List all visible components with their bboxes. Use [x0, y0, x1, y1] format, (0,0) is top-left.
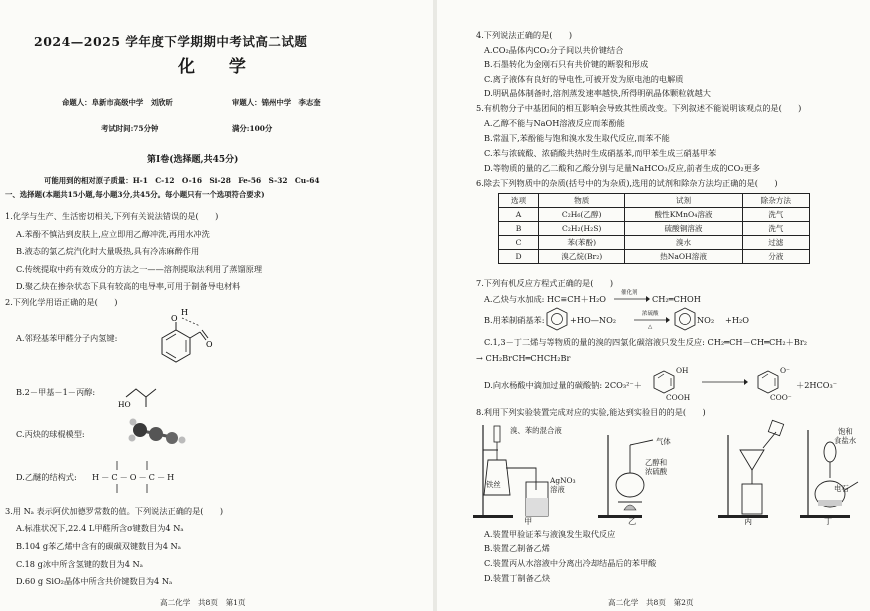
nitrobenzene-ring-icon — [674, 307, 696, 331]
q2-option-b: B.2－甲基－1－丙醇: — [16, 387, 96, 397]
q7b-reagent: +HO—NO₂ — [570, 315, 617, 325]
benzene-ring-icon — [546, 307, 568, 331]
q4-stem: 4.下列说法正确的是( ) — [476, 30, 573, 40]
q1-stem: 1.化学与生产、生活密切相关,下列有关说法错误的是( ) — [5, 211, 219, 221]
table-cell: D — [499, 250, 539, 264]
q8-name-ding: 丁 — [824, 516, 833, 526]
table-cell: 溴乙烷(Br₂) — [538, 250, 624, 264]
left-page — [0, 0, 432, 611]
left-footer: 高二化学 共8页 第1页 — [160, 598, 246, 607]
q7b-product: NO₂ — [697, 315, 715, 325]
q7b-arrow — [634, 317, 670, 323]
q6-stem: 6.除去下列物质中的杂质(括号中的为杂质),选用的试剂和除杂方法均正确的是( ) — [476, 178, 778, 188]
table-cell: 洗气 — [742, 208, 809, 222]
exam-time: 考试时间:75分钟 — [101, 124, 159, 133]
q8-ding-water-label: 饱和 — [838, 427, 853, 436]
q7-option-d: D.向水杨酸中滴加过量的碳酸钠: 2CO₃²⁻＋ — [484, 380, 642, 390]
q8-name-jia: 甲 — [524, 516, 533, 526]
q8-jia-iron-label: 铁丝 — [486, 480, 501, 489]
q5-option-c: C.苯与浓硫酸、浓硝酸共热时生成硝基苯,而甲苯生成三硝基甲苯 — [484, 148, 717, 158]
q8-ding-stone-label: 电石 — [834, 484, 849, 493]
q8-jia-soln-label: 溶液 — [550, 485, 565, 494]
q2-option-c: C.丙炔的球棍模型: — [16, 429, 85, 439]
q4-option-a: A.CO₂晶体内CO₂分子间以共价键结合 — [484, 45, 624, 55]
table-row — [499, 250, 810, 264]
label-o-aldehyde: O — [206, 340, 213, 349]
salicylate-ring — [756, 368, 780, 396]
q7d-oh: OH — [676, 366, 689, 375]
q1-option-d: D.聚乙炔在掺杂状态下具有较高的电导率,可用于制备导电材料 — [16, 281, 241, 291]
q8-option-d: D.装置丁制备乙炔 — [484, 573, 551, 583]
q7d-coominus: COO⁻ — [770, 393, 792, 402]
q2-option-a: A.邻羟基苯甲醛分子内氢键: — [16, 333, 118, 343]
q6-header-reagent: 试剂 — [625, 194, 742, 208]
q7d-right: ＋2HCO₃⁻ — [796, 380, 838, 390]
salicylic-acid-ring — [652, 368, 676, 396]
author-line-1: 命题人：阜新市高级中学 刘欣昕 — [62, 98, 173, 107]
q7a-arrow — [614, 296, 650, 302]
q3-option-c: C.18 g冰中所含氢键的数目为4 Nₐ — [16, 559, 143, 569]
q7-option-c: C.1,3－丁二烯与等物质的量的溴的四氯化碳溶液只发生反应: CH₂═CH－CH═CH₂＋Br₂ — [484, 337, 808, 347]
q5-option-d: D.等物质的量的乙二酸和乙酸分别与足量NaHCO₃反应,前者生成的CO₂更多 — [484, 163, 761, 173]
q2-stem: 2.下列化学用语正确的是( ) — [5, 297, 118, 307]
label-o-hydroxyl: O — [171, 314, 178, 323]
part1-header: 第Ⅰ卷(选择题,共45分) — [147, 155, 239, 165]
table-cell: 溴水 — [625, 236, 742, 250]
q4-option-c: C.离子液体有良好的导电性,可被开发为原电池的电解质 — [484, 74, 684, 84]
q7b-water: +H₂O — [725, 315, 749, 325]
table-cell: 热NaOH溶液 — [625, 250, 742, 264]
page-gutter — [433, 0, 437, 611]
q8-yi-gas-label: 气体 — [656, 437, 671, 446]
q3-option-d: D.60 g SiO₂晶体中所含共价键数目为4 Nₐ — [16, 576, 173, 586]
subject-title: 化 学 — [178, 57, 260, 77]
q7b-cond-top: 浓硫酸 — [642, 311, 659, 317]
q8-name-yi: 乙 — [628, 516, 637, 526]
q2-option-d: D.乙醚的结构式: — [16, 472, 77, 482]
q8-stem: 8.利用下列实验装置完成对应的实验,能达到实验目的的是( ) — [476, 407, 706, 417]
q7-option-a: A.乙炔与水加成: HC≡CH＋H₂O — [484, 294, 606, 304]
q7a-product: CH₂═CHOH — [652, 294, 701, 304]
propyne-ball-stick-model — [128, 416, 188, 448]
label-ho: HO — [118, 400, 131, 409]
table-cell: 过滤 — [742, 236, 809, 250]
q7d-ominus: O⁻ — [780, 366, 790, 375]
salicylaldehyde-structure — [140, 308, 230, 372]
ether-bond-lines — [92, 458, 182, 498]
q8-option-a: A.装置甲验证苯与液溴发生取代反应 — [484, 529, 616, 539]
table-cell: C₂H₆(乙醇) — [538, 208, 624, 222]
q7b-cond-bottom: △ — [648, 324, 653, 330]
q6-table-header — [499, 194, 810, 208]
q7-option-c-line2: → CH₂BrCH═CHCH₂Br — [476, 353, 571, 363]
q3-stem: 3.用 Nₐ 表示阿伏加德罗常数的值。下列说法正确的是( ) — [5, 506, 224, 516]
q5-option-b: B.常温下,苯酚能与饱和溴水发生取代反应,而苯不能 — [484, 133, 670, 143]
q6-header-option: 选项 — [499, 194, 539, 208]
q7a-catalyst: 催化剂 — [621, 290, 638, 296]
q3-option-a: A.标准状况下,22.4 L甲醛所含σ键数目为4 Nₐ — [16, 523, 184, 533]
q5-stem: 5.有机物分子中基团间的相互影响会导致其性质改变。下列叙述不能说明该观点的是( ) — [476, 103, 802, 113]
q8-option-c: C.装置丙从水溶液中分离出冷却结晶后的苯甲酸 — [484, 558, 657, 568]
table-cell: C — [499, 236, 539, 250]
right-footer: 高二化学 共8页 第2页 — [608, 598, 694, 607]
table-cell: C₂H₂(H₂S) — [538, 222, 624, 236]
atomic-masses: 可能用到的相对原子质量：H-1 C-12 O-16 Si-28 Fe-56 S-32 Cu-64 — [44, 176, 320, 185]
table-row — [499, 208, 810, 222]
table-row — [499, 222, 810, 236]
q8-jia-agno3-label: AgNO₃ — [550, 476, 576, 485]
table-cell: A — [499, 208, 539, 222]
author-line-2: 审题人：锦州中学 李志奎 — [232, 98, 321, 107]
methylpropanol-skeleton — [118, 375, 178, 410]
q7-stem: 7.下列有机反应方程式正确的是( ) — [476, 278, 614, 288]
q4-option-d: D.明矾晶体制备时,溶剂蒸发速率越快,所得明矾晶体颗粒就越大 — [484, 88, 711, 98]
q6-table — [498, 193, 810, 264]
ether-formula: H－C－O－C－H — [92, 472, 177, 482]
q7d-cooh: COOH — [666, 393, 691, 402]
table-cell: 硫酸铜溶液 — [625, 222, 742, 236]
section1-header: 一、选择题(本题共15小题,每小题3分,共45分。每小题只有一个选项符合要求) — [5, 190, 265, 199]
q4-option-b: B.石墨转化为金刚石只有共价键的断裂和形成 — [484, 59, 649, 69]
table-cell: 分液 — [742, 250, 809, 264]
q8-jia-top-label: 溴、苯的混合液 — [510, 426, 562, 435]
q8-yi-reagent-label: 乙醇和 — [645, 458, 668, 467]
q1-option-c: C.传统提取中药有效成分的方法之一——溶剂提取法利用了蒸馏原理 — [16, 264, 263, 274]
q7d-arrow — [702, 379, 748, 385]
q8-name-bing: 丙 — [744, 516, 753, 526]
exam-title: 2024—2025 学年度下学期期中考试高二试题 — [34, 34, 308, 49]
q8-option-b: B.装置乙制备乙烯 — [484, 543, 550, 553]
table-cell: 酸性KMnO₄溶液 — [625, 208, 742, 222]
table-cell: 洗气 — [742, 222, 809, 236]
q1-option-b: B.液态的氯乙烷汽化时大量吸热,具有冷冻麻醉作用 — [16, 246, 200, 256]
q7-option-b: B.用苯制硝基苯: — [484, 315, 545, 325]
label-h-hydroxyl: H — [181, 308, 188, 317]
right-page — [438, 0, 870, 611]
q3-option-b: B.104 g苯乙烯中含有的碳碳双键数目为4 Nₐ — [16, 541, 181, 551]
q1-option-a: A.苯酚不慎沾到皮肤上,应立即用乙醇冲洗,再用水冲洗 — [16, 229, 210, 239]
q5-option-a: A.乙醇不能与NaOH溶液反应而苯酚能 — [484, 118, 625, 128]
table-row — [499, 236, 810, 250]
q6-header-substance: 物质 — [538, 194, 624, 208]
q8-yi-reagent2-label: 浓硫酸 — [645, 467, 668, 476]
exam-score: 满分:100分 — [232, 124, 273, 133]
table-cell: B — [499, 222, 539, 236]
table-cell: 苯(苯酚) — [538, 236, 624, 250]
q8-ding-water2-label: 食盐水 — [834, 436, 857, 445]
q6-header-method: 除杂方法 — [742, 194, 809, 208]
